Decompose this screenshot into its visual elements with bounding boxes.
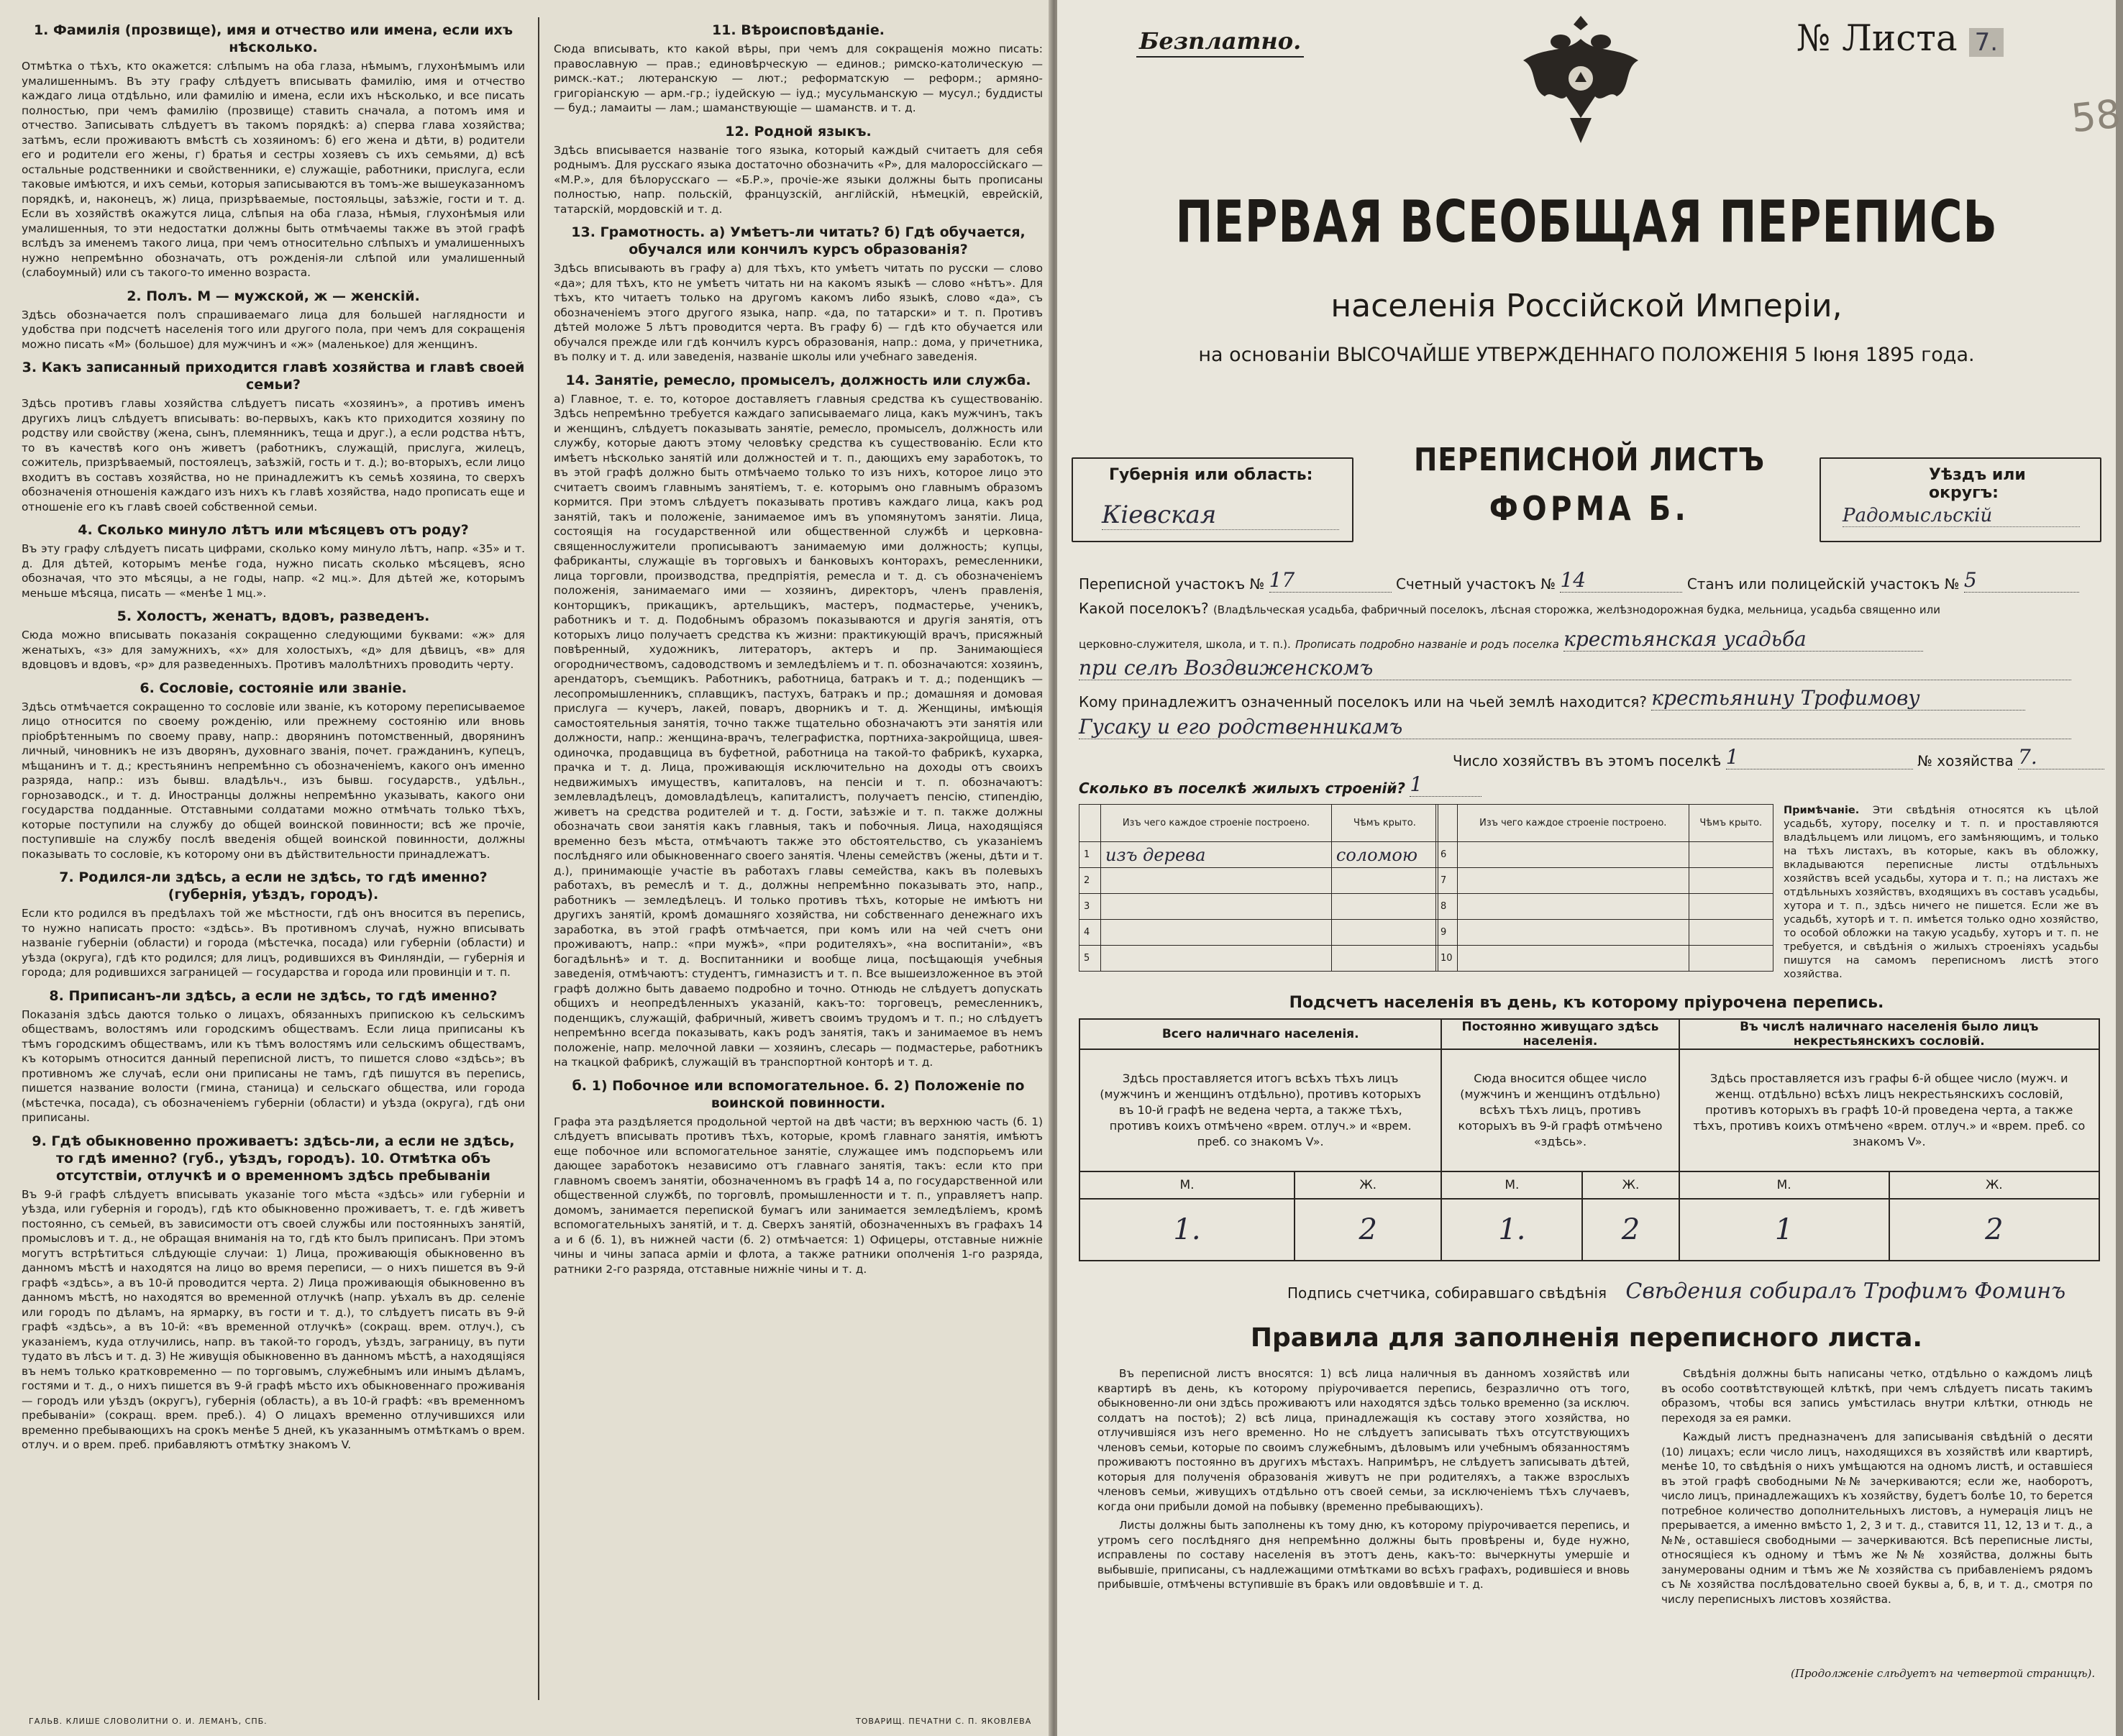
building-row [1436,946,1773,972]
building-row [1436,868,1773,894]
household-number-value[interactable]: 7. [2018,745,2104,769]
building-material[interactable] [1101,920,1332,946]
building-number: 6 [1436,842,1458,868]
non-peasant-female-value[interactable]: 2 [1889,1199,2099,1261]
instruction-section [22,1133,525,1453]
instructions-column-2 [554,22,1043,1697]
building-row [1436,920,1773,946]
building-number: 8 [1436,894,1458,920]
instruction-text: Отмѣтка о тѣхъ, кто окажется: слѣпымъ на оба глаза, нѣмымъ, глухонѣмымъ или умалишеннымъ. Въ эту графу слѣдуетъ вписывать фамилію, имя и отчество каждаго лица отдѣльно, или фамилію и имена, если ихъ нѣсколько, и все писать полностью, при чемъ фамилію (прозвище) ставить сначала, а потомъ имя и отчество. Записывать слѣдуетъ въ такомъ порядкѣ: а) сперва глава хозяйства; затѣмъ, если проживаютъ вмѣстѣ съ хозяиномъ: б) его жена и дѣти, в) родители его и родители его жены, г) братья и сестры хозяевъ съ ихъ семьями, д) всѣ остальные родственники и свойственники, е) служащіе, работники, прислуга, если таковые имѣются, и ихъ семьи, которыя записываются въ томъ-же вышеуказанномъ порядкѣ, и, наконецъ, ж) лица, призрѣваемые, постояльцы, заѣзжіе, гости и т. д. Если въ хозяйствѣ окажутся лица, слѣпыя на оба глаза, нѣмыя, глухонѣмыя или умалишенныя, то эти недостатки должны быть отмѣчаемы также въ этой графѣ вслѣдъ за именемъ такого лица, при чемъ относительно слѣпыхъ и умалишенныхъ нужно непремѣнно обозначать, отъ рожденія-ли слѣпой или умалишенный (слабоумный) или съ такого-то именно возраста. [22,60,525,279]
subtitle: населенія Россійской Имперіи, [1330,288,1843,324]
instruction-section [22,869,525,980]
material-header: Изъ чего каждое строеніе построено. [1101,805,1332,842]
province-value[interactable]: Кiевская [1102,501,1339,530]
building-material[interactable] [1458,868,1689,894]
building-material[interactable] [1458,842,1689,868]
rules-title: Правила для заполненія переписного листа. [1250,1323,1923,1353]
settlement-instruction: Прописать подробно названіе и родъ поселка [1295,638,1559,651]
non-peasant-header: Въ числѣ наличнаго населенія было лицъ некрестьянскихъ сословій. [1679,1019,2099,1049]
sheet-number-value: 7. [1969,28,2004,57]
household-number-label: № хозяйства [1917,752,2014,769]
building-row [1079,842,1438,868]
district-label: Уѣздъ или округъ: [1929,466,2026,502]
building-material[interactable] [1101,868,1332,894]
resident-male-value[interactable]: 1. [1441,1199,1582,1261]
resident-population-desc: Сюда вносится общее число (мужчинъ и женщинъ отдѣльно) всѣхъ тѣхъ лицъ, противъ которыхъ въ 9-й графѣ отмѣчено «здѣсь». [1441,1049,1679,1171]
buildings-table-right [1435,804,1773,972]
instruction-title: 13. Грамотность. а) Умѣетъ-ли читать? б) Гдѣ обучается, обучался или кончилъ курсъ образованія? [571,224,1026,257]
rule-paragraph: Въ переписной листъ вносятся: 1) всѣ лица наличныя въ данномъ хозяйствѣ или квартирѣ въ день, къ которому пріурочивается перепись, безразлично отъ того, обыкновенно-ли они здѣсь проживаютъ или находятся здѣсь только временно (за исключ. солдатъ на постоѣ); 2) всѣ лица, принадлежащія къ составу этого хозяйства, но отлучившіяся изъ него временно. Но не слѣдуетъ записывать тѣхъ отсутствующихъ членовъ семьи, которые по своимъ служебнымъ, дѣловымъ или учебнымъ обязанностямъ проживаютъ постоянно въ другихъ мѣстахъ. Напримѣръ, не слѣдуетъ записывать дѣтей, которыя для полученія образованія живутъ не при родителяхъ, а также взрослыхъ членовъ семьи, живущихъ отдѣльно отъ своей семьи, за исключеніемъ тѣхъ случаевъ, когда они прибыли домой на побывку (временно пребывающихъ). [1097,1367,1630,1513]
instruction-text: Если кто родился въ предѣлахъ той же мѣстности, гдѣ онъ вносится въ перепись, то нужно написать просто: «здѣсь». Въ противномъ случаѣ, нужно вписывать названіе губерніи (области) и города (мѣстечка, посада) или губерніи (области) и уѣзда (округа), гдѣ кто родился; для лицъ, родившихся въ Финляндіи, — губернія и города; для родившихся заграницей — государства и города или провинціи и т. п. [22,907,525,979]
instruction-section [554,123,1043,217]
form-header [1072,442,2101,542]
signature-label: Подпись счетчика, собиравшаго свѣдѣнія [1287,1284,1607,1302]
population-count-table [1079,1018,2100,1261]
instruction-title: 14. Занятіе, ремесло, промыселъ, должность или служба. [565,372,1031,388]
instruction-title: б. 1) Побочное или вспомогательное. б. 2) Положеніе по воинской повинности. [572,1077,1025,1111]
buildings-label: Сколько въ поселкѣ жилыхъ строеній? [1079,780,1405,797]
building-material[interactable] [1458,894,1689,920]
sheet-number-label: № Листа [1796,17,1958,59]
column-divider [538,17,539,1700]
instruction-section [22,359,525,514]
building-row [1436,894,1773,920]
building-material[interactable]: изъ дерева [1101,842,1332,868]
district-value[interactable]: Радомысльскiй [1843,505,2080,527]
instruction-title: 9. Гдѣ обыкновенно проживаетъ: здѣсь-ли, а если не здѣсь, то гдѣ именно? (губ., уѣздъ, городъ). 10. Отмѣтка объ отсутствіи, отлучкѣ и о временномъ здѣсь пребываніи [32,1133,515,1184]
instruction-title: 12. Родной языкъ. [725,123,872,140]
material-header: Изъ чего каждое строеніе построено. [1458,805,1689,842]
rule-paragraph: Каждый листъ предназначенъ для записыванія свѣдѣній о десяти (10) лицахъ; если число лицъ, находящихся въ хозяйствѣ или квартирѣ, менѣе 10, то свѣдѣнія о нихъ умѣщаются на одномъ листѣ, и оставшіеся въ этой графѣ свободными №№ зачеркиваются; если же, наоборотъ, число лицъ, принадлежащихъ къ хозяйству, будетъ болѣе 10, то берется потребное количество дополнительныхъ листовъ, а нумерація лицъ не прерывается, а именно вмѣсто 1, 2, 3 и т. д., ставится 11, 12, 13 и т. д., а №№, оставшіеся свободными — зачеркиваются. Всѣ переписные листы, относящіеся къ одному и тѣмъ же №№ хозяйства, должны быть занумерованы одним и тѣмъ же № хозяйства съ прибавленіемъ рядомъ съ № хозяйства послѣдовательно своей буквы а, б, в, и т. д., смотря по числу переписныхъ листовъ хозяйства. [1661,1430,2093,1606]
building-material[interactable] [1101,946,1332,972]
imperial-eagle-emblem [1516,10,1645,147]
building-roof[interactable] [1689,920,1773,946]
instruction-text: Показанія здѣсь даются только о лицахъ, обязанныхъ припискою къ сельскимъ обществамъ, волостямъ или городскимъ обществамъ. Если лица приписаны къ тѣмъ городскимъ обществамъ, или къ тѣмъ волостямъ или сельскимъ обществамъ, къ которымъ относится данный переписной листъ, то пишется слово «здѣсь»; въ противномъ же случаѣ, если они приписаны не тамъ, гдѣ пишутся въ перепись, пишется название волости (гмина, станица) и сельскаго общества, или города (мѣстечка, посада), съ обозначеніемъ губерніи (области) и уѣзда (округа), гдѣ они приписаны. [22,1008,525,1124]
instruction-title: 8. Приписанъ-ли здѣсь, а если не здѣсь, то гдѣ именно? [49,987,498,1004]
rules-column-left [1097,1366,1630,1596]
instruction-title: 2. Полъ. М — мужской, ж — женскій. [127,288,420,304]
instruction-section [554,372,1043,1070]
non-peasant-male-value[interactable]: 1 [1679,1199,1889,1261]
female-col-label: Ж. [1889,1171,2099,1199]
male-col-label: М. [1679,1171,1889,1199]
count-precinct-value[interactable]: 14 [1560,568,1682,593]
rule-paragraph: Свѣдѣнія должны быть написаны четко, отдѣльно о каждомъ лицѣ въ особо соотвѣтствующей клѣткѣ, при чемъ слѣдуетъ писать такимъ образомъ, чтобы вся запись умѣстилась внутри клѣтки, отнюдь не переходя за ея рамки. [1661,1367,2093,1425]
main-title: ПЕРВАЯ ВСЕОБЩАЯ ПЕРЕПИСЬ [1175,188,1998,255]
census-sheet-title: ПЕРЕПИСНОЙ ЛИСТЪ [1414,442,1765,478]
province-label: Губернія или область: [1109,466,1313,484]
stan-value[interactable]: 5 [1964,568,2079,593]
settlement-line [1079,600,2100,617]
instruction-text: Въ 9-й графѣ слѣдуетъ вписывать указаніе того мѣста «здѣсь» или губерніи и уѣзда, или губернія и городъ), гдѣ кто обыкновенно проживаетъ, т. е. гдѣ живетъ постоянно, съ семьей, въ зависимости отъ своей службы или постоянныхъ занятій, промысловъ и т. д., не обращая вниманія на то, гдѣ кто былъ приписанъ. При этомъ могутъ встрѣтиться слѣдующіе случаи: 1) Лица, проживающія обыкновенно въ данномъ мѣстѣ и находятся на лицо во время переписи, — о нихъ пишется въ 9-й графѣ «здѣсь», а въ 10-й проводится черта. 2) Лица проживающія обыкновенно въ данномъ мѣстѣ, но находятся во временной отлучкѣ (напр. уѣхалъ въ др. селеніе или городъ по дѣламъ, на ярмарку, въ гости и т. д.), то слѣдуетъ писать въ 9-й графѣ «здѣсь», а въ 10-й: «въ временной отлучкѣ» (сокращ. врем. отлуч.), съ указаніемъ, куда отлучились, напр. въ такой-то городъ, уѣздъ, заграницу, въ пути тудато въ лѣсъ и т. д. 3) Не живущія обыкновенно въ данномъ мѣстѣ, а находящіяся въ немъ только кратковременно — по торговымъ, служебнымъ или инымъ дѣламъ, гостями и т. д., о нихъ пишется въ 9-й графѣ мѣсто ихъ обыкновеннаго проживанія — городъ или уѣздъ (округъ), губернія (область), а въ 10-й графѣ: «въ временномъ пребываніи» (сокращ. врем. преб.). 4) О лицахъ временно отлучившихся или временно пребывающихъ на срокъ менѣе 5 дней, къ указаннымъ отмѣткамъ о врем. отлуч. и о врем. преб. прибавляютъ отмѣтку знакомъ V. [22,1187,525,1451]
building-number: 10 [1436,946,1458,972]
building-roof[interactable] [1689,946,1773,972]
building-roof[interactable] [1689,868,1773,894]
instruction-text: Сюда вписывать, кто какой вѣры, при чемъ для сокращенія можно писать: православную — прав.; единовѣрческую — единов.; римско-католическую — римск.-кат.; лютеранскую — лют.; реформатскую — реформ.; армяно-григоріанскую — арм.-гр.; іудейскую — іуд.; мусульманскую — мусул.; буддисты — буд.; ламаиты — лам.; шаманствующіе — шаманств. и т. д. [554,42,1043,114]
building-number: 2 [1079,868,1101,894]
instruction-text: Графа эта раздѣляется продольной чертой на двѣ части; въ верхнюю часть (б. 1) слѣдуетъ вписывать противъ тѣхъ, которые, кромѣ главнаго занятія, имѣютъ еще побочное или вспомогательное занятіе, служащее имъ подспорьемъ или дающее заработокъ независимо отъ главнаго занятія, такъ: если кто при главномъ своемъ занятіи, обозначенномъ въ графѣ 14 а, по государственной или общественной службѣ, по торговлѣ, промышленности и т. п., управляетъ напр. домомъ, занимается перепиской бумагъ или занимается земледѣліемъ, кромѣ вспомогательныхъ занятій, и т. д. Сверхъ занятій, обозначенныхъ въ графахъ 14 а и 6 (б. 1), въ нижней части (б. 2) отмѣчается: 1) Офицеры, отставные нижніе чины и чины запаса армiи и флота, а также ратники ополченія 1-го разряда, ратники 2-го разряда, отставные нижніе чины и т. д. [554,1115,1043,1276]
instruction-text: Здѣсь вписывается названіе того языка, который каждый считаетъ для себя роднымъ. Для русскаго языка достаточно обозначить «Р», для малороссійскаго — «М.Р.», для бѣлорусскаго — «Б.Р.», прочіе-же языки должны быть прописаны полностью, напр. польскій, французскій, англійскій, нѣмецкій, еврейскій, татарскій, мордовскій и т. д. [554,143,1043,216]
building-row [1436,842,1773,868]
households-count-value[interactable]: 1 [1726,745,1913,769]
present-male-value[interactable]: 1. [1079,1199,1295,1261]
owner-value-2[interactable]: Гусаку и его родственникамъ [1079,715,2071,739]
building-roof[interactable] [1331,920,1438,946]
instruction-section [554,1077,1043,1277]
households-line [1079,745,2100,769]
non-peasant-desc: Здѣсь проставляется изъ графы 6-й общее число (мужч. и женщ. отдѣльно) всѣхъ лицъ некрестьянскихъ сословій, противъ которыхъ въ графѣ 10-й проведена черта, а также тѣхъ, противъ коихъ отмѣчено «врем. отлуч.» и «врем. преб. со знакомъ V». [1679,1049,2099,1171]
instruction-section [22,22,525,280]
present-population-header: Всего наличнаго населенія. [1079,1019,1441,1049]
buildings-value[interactable]: 1 [1410,772,1481,797]
female-col-label: Ж. [1295,1171,1441,1199]
buildings-line [1079,772,2100,797]
precinct-line [1079,568,2100,593]
building-material[interactable] [1458,946,1689,972]
note-label: Примѣчаніе. [1784,805,1860,816]
building-roof[interactable] [1331,894,1438,920]
note-text: Эти свѣдѣнія относятся къ цѣлой усадьбѣ, хутору, поселку и т. п. и проставляются владѣльцемъ или лицомъ, его замѣняющимъ, и только на тѣхъ листахъ, въ которые, какъ въ обложку, вкладываются переписные листы отдѣльныхъ хозяйствъ всей усадьбы, хутора и т. п.; на листахъ же отдѣльныхъ хозяйствъ, входящихъ въ составъ усадьбы, хутора и т. п., здѣсь ничего не пишется. Если же въ усадьбѣ, хуторѣ и т. п. имѣется только одно хозяйство, то особой обложки на такую усадьбу, хуторъ и т. п. не требуется, и свѣдѣнія о жилыхъ строеніяхъ усадьбы пишутся на самомъ переписномъ листѣ этого хозяйства. [1784,805,2099,980]
female-col-label: Ж. [1582,1171,1679,1199]
building-number: 3 [1079,894,1101,920]
resident-female-value[interactable]: 2 [1582,1199,1679,1261]
building-number: 1 [1079,842,1101,868]
roof-header: Чѣмъ крыто. [1689,805,1773,842]
census-precinct-value[interactable]: 17 [1269,568,1392,593]
instruction-section [22,288,525,352]
instructions-page [0,0,1051,1736]
owner-value[interactable]: крестьянину Трофимову [1651,686,2025,711]
district-box [1820,457,2101,542]
building-roof[interactable] [1689,842,1773,868]
building-roof[interactable] [1331,868,1438,894]
resident-population-header: Постоянно живущаго здѣсь населенія. [1441,1019,1679,1049]
buildings-note [1784,804,2099,982]
owner-line [1079,686,2100,711]
settlement-label: Какой поселокъ? [1079,600,1209,617]
signature-value[interactable]: Свѣдения собиралъ Трофимъ Фоминъ [1625,1279,2066,1304]
building-row [1079,894,1438,920]
population-count-title: Подсчетъ населенія въ день, къ которому пріурочена перепись. [1289,994,1884,1012]
instruction-title: 1. Фамилія (прозвище), имя и отчество или имена, если ихъ нѣсколько. [33,22,513,55]
building-row [1079,946,1438,972]
province-box [1072,457,1353,542]
census-precinct-label: Переписной участокъ № [1079,575,1265,593]
roof-header: Чѣмъ крыто. [1331,805,1438,842]
building-number: 7 [1436,868,1458,894]
stan-label: Станъ или полицейскій участокъ № [1686,575,1960,593]
building-row [1079,920,1438,946]
instruction-text: Въ эту графу слѣдуетъ писать цифрами, сколько кому минуло лѣтъ, напр. «35» и т. д. Для дѣтей, которымъ менѣе года, нужно писать сколько мѣсяцевъ, ясно обозначая, что это мѣсяцы, а не годы, напр. «2 мц.». Для дѣтей же, которымъ меньше мѣсяца, писать — «менѣе 1 мц.». [22,542,525,600]
free-label: Безплатно. [1136,27,1304,58]
count-precinct-label: Счетный участокъ № [1395,575,1556,593]
form-type-title: ФОРМА Б. [1489,489,1690,528]
instruction-text: Здѣсь отмѣчается сокращенно то сословіе или званіе, къ которому переписываемое лицо относится по своему рожденію, или прежнему состоянію или вновь пріобрѣтеннымъ по своему праву, напр.: дворянинъ потомственный, дворянинъ личный, чиновникъ не изъ дворянъ, духовнаго званія, почет. гражданинъ, купецъ, мѣщанинъ и т. д.; крестьянинъ непремѣнно съ обозначеніемъ, какого онъ именно разряда, напр.: изъ бывш. владѣльч., изъ бывш. государств., удѣльн., горнозаводск., и т. д. Иностранцы должны непремѣнно указывать, какого они государства подданные. Отставными солдатами можно отмѣчать только тѣхъ, которые поступили на службу до общей воинской повинности; всѣ же прочіе, поступившіе на службу послѣ введенія общей воинской повинности, должны показывать то сословіе, къ которому они въ дѣйствительности принадлежатъ. [22,700,525,861]
building-roof[interactable] [1689,894,1773,920]
present-female-value[interactable]: 2 [1295,1199,1441,1261]
instruction-text: Сюда можно вписывать показанія сокращенно следующими буквами: «ж» для женатыхъ, «з» для замужнихъ, «х» для холостыхъ, «д» для дѣвицъ, «в» для вдовцовъ и вдовъ, «р» для разведенныхъ. Противъ малолѣтнихъ проводить черту. [22,629,525,671]
instruction-title: 7. Родился-ли здѣсь, а если не здѣсь, то гдѣ именно? (губернія, уѣздъ, городъ). [59,869,488,903]
building-number: 4 [1079,920,1101,946]
buildings-table-left [1079,804,1438,972]
owner-line-2 [1079,715,2100,739]
instruction-title: 3. Какъ записанный приходится главѣ хозяйства и главѣ своей семьи? [22,360,525,393]
census-form-page [1057,0,2123,1736]
sheet-number [1796,17,2004,59]
continued-note: (Продолженіе слѣдуетъ на четвертой страницѣ). [1791,1667,2096,1680]
instruction-section [22,521,525,600]
settlement-line-3 [1079,656,2100,680]
instructions-column-1 [22,22,525,1697]
printer-imprint-right: ТОВАРИЩ. ПЕЧАТНИ С. П. ЯКОВЛЕВА [856,1717,1032,1726]
building-material[interactable] [1458,920,1689,946]
rules-column-right [1661,1366,2093,1611]
instruction-title: 4. Сколько минуло лѣтъ или мѣсяцевъ отъ роду? [78,522,469,538]
instruction-section [22,987,525,1125]
building-number: 9 [1436,920,1458,946]
male-col-label: М. [1079,1171,1295,1199]
settlement-value-2[interactable]: при селѣ Воздвиженскомъ [1079,656,2071,680]
households-count-label: Число хозяйствъ въ этомъ поселкѣ [1453,752,1722,769]
building-number: 5 [1079,946,1101,972]
instruction-section [554,224,1043,365]
instruction-text: Здѣсь противъ главы хозяйства слѣдуетъ писать «хозяинъ», а противъ именъ другихъ лицъ слѣдуетъ вписывать: во-первыхъ, какъ кто приходится хозяину по родству или свойству (жена, сынъ, племянникъ, теща и друг.), а если родства нѣтъ, то въ качествѣ кого онъ живетъ (работникъ, служащій, прислуга, жилецъ, сожитель, призрѣваемый, постоялецъ, заѣзжій, гость и т. д.); во-вторыхъ, если лицо входитъ въ составъ хозяйства, но не принадлежитъ къ семьѣ хозяина, то сверхъ обозначенія отношенія каждаго изъ нихъ къ главѣ хозяйства, надо прописать еще и отношеніе его къ главѣ своей собственной семьи. [22,397,525,513]
instruction-text: Здѣсь вписывають въ графу а) для тѣхъ, кто умѣетъ читать по русски — слово «да»; для тѣхъ, кто не умѣетъ читать ни на какомъ языкѣ — слово «нѣтъ». Для тѣхъ, кто читаетъ только на другомъ какомъ либо языкѣ, слово «да», съ обозначеніемъ этого другого языка, напр. «да, по татарски» и т. п. Противъ дѣтей моложе 5 лѣтъ проводится черта. Въ графу б) — гдѣ кто обучается или обучался прежде или гдѣ кончилъ курсъ образованія, напр.: дома, у причетника, въ полку и т. д. или заведенія, названіе школы или учебнаго заведенія. [554,262,1043,363]
legal-basis: на основаніи ВЫСОЧАЙШЕ УТВЕРЖДЕННАГО ПОЛОЖЕНІЯ 5 Іюня 1895 года. [1198,344,1975,366]
male-col-label: М. [1441,1171,1582,1199]
building-row [1079,868,1438,894]
instruction-title: 5. Холостъ, женатъ, вдовъ, разведенъ. [117,608,430,624]
building-material[interactable] [1101,894,1332,920]
instruction-title: 11. Вѣроисповѣданіе. [711,22,885,38]
building-roof[interactable]: соломою [1331,842,1438,868]
rule-paragraph: Листы должны быть заполнены къ тому дню, къ которому пріурочивается перепись, и утромъ сего послѣдняго дня непремѣнно должны быть провѣрены и, буде нужно, исправлены по составу населенія въ этотъ день, какъ-то: вычеркнуты умершіе и выбывшіе, приписаны, съ надлежащими отмѣтками во всѣхъ графахъ, родившіеся и вновь прибывшіе, отмѣчены вступившіе въ бракъ или овдовѣвшіе и т. д. [1097,1519,1630,1591]
instruction-section [554,22,1043,116]
instruction-section [22,608,525,672]
enumerator-signature-line [1287,1279,2065,1304]
settlement-line-2 [1079,627,2100,652]
instruction-title: 6. Сословіе, состояніе или званіе. [140,680,407,696]
settlement-hint: (Владѣльческая усадьба, фабричный поселокъ, лѣсная сторожка, желѣзнодорожная будка, мельница, усадьба священно или [1213,603,1941,616]
owner-label: Кому принадлежитъ означенный поселокъ или на чьей землѣ находится? [1079,693,1647,711]
archive-margin-number: 58 [2068,91,2123,142]
settlement-value[interactable]: крестьянская усадьба [1563,627,1923,652]
printer-imprint-left: ГАЛЬВ. КЛИШЕ СЛОВОЛИТНИ О. И. ЛЕМАНЪ, СПБ. [29,1717,268,1726]
building-roof[interactable] [1331,946,1438,972]
instruction-text: а) Главное, т. е. то, которое доставляетъ главныя средства къ существованію. Здѣсь непремѣнно требуется каждаго записываемаго лица, какъ мужчинъ, такъ и женщинъ, слѣдуетъ показывать занятіе, ремесло, промыселъ, должность или службу, которые даютъ этому человѣку средства къ существованію. Если кто имѣетъ нѣсколько занятій или должностей и т. п., дающихъ ему заработокъ, то въ этой графѣ должно быть отмѣчаемо только то изъ нихъ, которое лицо это считаетъ своимъ главнымъ занятіемъ, т. е. которымъ оно главнымъ образомъ кормится. При этомъ слѣдуетъ показывать противъ каждаго лица, какъ род занятій, такъ и положеніе, занимаемое имъ въ упомянутомъ занятіи. Лица, состоящія на государственной или общественной службѣ и церковна-священнослужители прописываютъ занимаемую ими должность; купцы, фабриканты, служащіе въ торговыхъ и банковыхъ конторахъ, ремесленники, лица торговли, производства, предпріятія, ремесла и т. д. съ обозначеніемъ положенія, занимаемаго ими — хозяинъ, директоръ, членъ правленія, конторщикъ, прикащикъ, артельщикъ, мастеръ, подмастерье, ученикъ, работникъ и т. д. Подобнымъ образомъ показываются и другія занятія, отъ которыхъ лицо получаетъ средства къ жизни: практикующій врачъ, присяжный повѣренный, художникъ, литераторъ, актеръ и пр. Занимающіеся огородничествомъ, садоводствомъ и земледѣліемъ и т. п. обозначаются: хозяинъ, арендаторъ, съемщикъ. Работникъ, работница, батракъ и т. д.; поденщикъ — лесопромышленникъ, сплавщикъ, пастухъ, батракъ и пр.; домашняя и домовая прислуга — кучеръ, лакей, поваръ, дворникъ и т. д. Женщины, имѣющія самостоятельныя занятія, точно также тщательно обозначаютъ эти занятія или должности, напр.: женщина-врачъ, телеграфистка, портниха-закройщица, швея-одиночка, продавщица въ буфетной, работница на такой-то фабрикѣ, кухарка, прачка и т. д. Лица, проживающія исключительно на доходы отъ своихъ недвижимыхъ имуществъ, капиталовъ, на пенсіи и т. п. обозначаютъ: землевладѣлецъ, домовладѣлецъ, капиталистъ, получаетъ пенсію, стипендію, живетъ на средства родителей и т. д. Гости, заѣзжіе и т. п. также должны обозначать свои занятія какъ главныя, такъ и побочныя. Лица, находящіяся временно безъ мѣста, отмѣчаютъ также это обстоятельство, съ указаніемъ послѣдняго или обыкновеннаго своего занятія. Члены семействъ (жены, дѣти и т. д.), принимающіе участіе въ работахъ главы семейства, какъ въ полевыхъ работахъ, въ ремеслѣ и т. д., должны непремѣнно показывать это, напр., работникъ — земледѣлецъ. И только противъ тѣхъ, которые не имѣютъ ни другихъ занятій, кромѣ домашняго хозяйства, ни собственнаго денежнаго ихъ заработка, въ этой графѣ отмѣчается, при комъ или на чей счетъ они проживаютъ, напр.: «при мужѣ», «при родителяхъ», «на воспитаніи», «въ богадѣльнѣ» и т. д. Воспитанники и вообще лица, посѣщающія учебныя заведенія, отмѣчаютъ: студентъ, гимназистъ и т. п. Все вышеизложенное въ этой графѣ должно быть даваемо подробно и точно. Отнюдь не слѣдуетъ допускать общихъ и неопредѣленныхъ указаній, какъ-то: торговецъ, ремесленникъ, поденщикъ, служащій, фабричный, живетъ своимъ трудомъ и т. п.; но слѣдуетъ непремѣнно всегда показывать, какъ родъ занятія, такъ и занимаемое въ немъ положеніе, напр. мелочной лавки — хозяинъ, слесарь — подмастерье, работникъ на ткацкой фабрикѣ, служащій въ транспортной конторѣ и т. д. [554,392,1043,1069]
settlement-hint-2: церковно-служителя, школа, и т. п.). [1079,638,1291,651]
instruction-section [22,680,525,862]
present-population-desc: Здѣсь проставляется итогъ всѣхъ тѣхъ лицъ (мужчинъ и женщинъ отдѣльно), противъ которыхъ въ 10-й графѣ не ведена черта, а также тѣхъ, противъ коихъ отмѣчено «врем. отлуч.» и «врем. преб. со знакомъ V». [1079,1049,1441,1171]
instruction-text: Здѣсь обозначается полъ спрашиваемаго лица для большей наглядности и удобства при подсчетѣ населенія того или другого пола, при чемъ для сокращенія можно писать «М» (большое) для мужчинъ и «ж» (маленькое) для женщинъ. [22,308,525,351]
